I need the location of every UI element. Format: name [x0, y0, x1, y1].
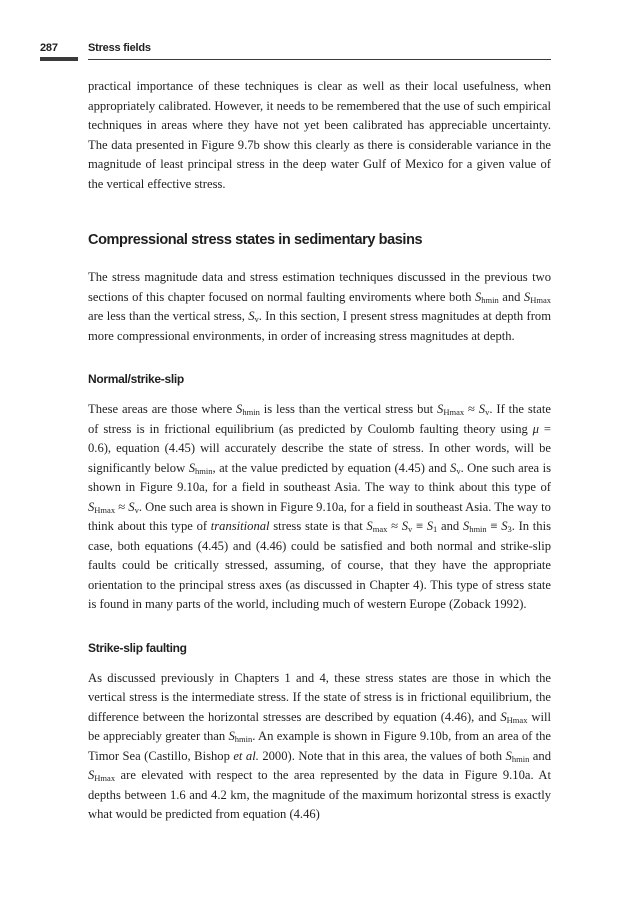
page-number: 287 — [40, 42, 58, 54]
running-title: Stress fields — [88, 42, 151, 54]
header-rule-thick — [40, 57, 78, 61]
page-body — [88, 77, 551, 825]
paragraph-1: practical importance of these techniques is clear as well as their local usefulness, when appropriately calibrated. However, it needs to be remembered that the use of such empirical techniques in areas where they have not yet been calibrated has appreciable uncertainty. The data presented in Figure 9.7b show this clearly as there is considerable variance in the magnitude of least principal stress in the deep water Gulf of Mexico for a given value of the vertical effective stress. — [88, 79, 551, 191]
paragraph-3: These areas are those where $S_{hmin}$ is less than the vertical stress but $S_{Hmax} \approx S_v$. If the state of stress is in frictional equilibrium (as predicted by Coulomb faulting theory using μ = 0.6), equation (4.45) will accurately describe the state of stress. In other words, will be significantly below $S_{hmin}$, at the value predicted by equation (4.45) and $S_v$. One such area is shown in Figure 9.10a, for a field in southeast Asia. The way to think about this type of $S_{Hmax} \approx S_v$. One such area is shown in Figure 9.10a, for a field in southeast Asia. The way to think about this type of transitional stress state is that $S_{max} \approx S_v \equiv S_1$ and $S_{hmin} \equiv S_3$. In this case, both equations (4.45) and (4.46) could be satisfied and both normal and strike-slip faults could be critically stressed, assuming, of course, that they have the appropriate orientation to the principal stress axes (as discussed in Chapter 4). This type of stress state is found in many parts of the world, including much of western Europe (Zoback 1992). — [88, 402, 552, 611]
paragraph-2: The stress magnitude data and stress estimation techniques discussed in the previous two sections of this chapter focused on normal faulting enviroments where both $S_{hmin}$ and $S_{Hmax}$ are less than the vertical stress, $S_v$. In this section, I present stress magnitudes at depth from more compressional environments, in order of increasing stress magnitudes at depth. — [88, 270, 551, 343]
paragraph-4: As discussed previously in Chapters 1 and 4, these stress states are those in which the vertical stress is the intermediate stress. If the state of stress is in frictional equilibrium, the difference between the horizontal stresses are described by equation (4.46), and $S_{Hmax}$ will be appreciably greater than $S_{hmin}$. An example is shown in Figure 9.10b, from an area of the Timor Sea (Castillo, Bishop et al. 2000). Note that in this area, the values of both $S_{hmin}$ and $S_{Hmax}$ are elevated with respect to the area represented by the data in Figure 9.10a. At depths between 1.6 and 4.2 km, the magnitude of the maximum horizontal stress is exactly what would be predicted from equation (4.46) — [88, 670, 552, 821]
section-title: Compressional stress states in sedimentary basins — [88, 232, 423, 248]
subsection-title-normal-strike-slip: Normal/strike-slip — [88, 372, 184, 386]
subsection-title-strike-slip-faulting: Strike-slip faulting — [88, 640, 187, 655]
header-rule — [88, 59, 551, 60]
